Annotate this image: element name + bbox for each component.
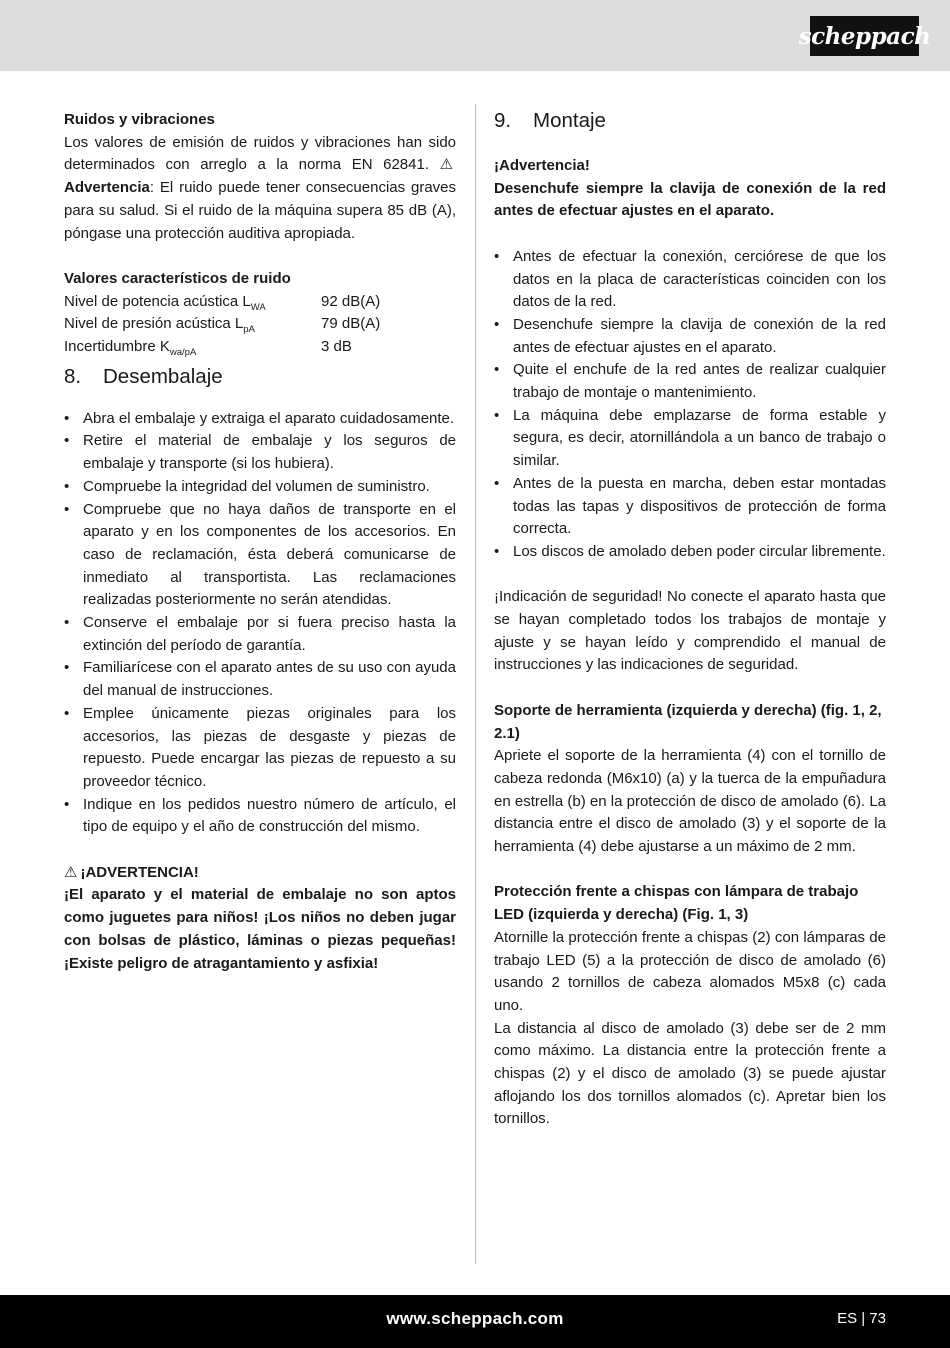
- noise-values-heading: Valores característicos de ruido: [64, 269, 291, 287]
- value-label: Nivel de presión acústica $L_{pA}$: [64, 315, 255, 336]
- list-item: • Antes de efectuar la conexión, cerciórese de que los datos en la placa de características coinciden con los datos de la red.: [494, 246, 886, 314]
- section-title: Desembalaje: [103, 364, 223, 388]
- list-item: • Compruebe la integridad del volumen de suministro.: [64, 476, 456, 499]
- spark-guard-text-1: Atornille la protección frente a chispas (2) con lámparas de trabajo LED (5) a la protección de disco de amolado (6) usando 2 tornillos de cabeza alomados M5x8 (c) cada uno.: [494, 928, 886, 1014]
- value-number: 3 dB: [321, 338, 352, 356]
- spark-guard-heading: Protección frente a chispas con lámpara de trabajo LED (izquierda y derecha) (Fig. 1, 3): [494, 883, 859, 924]
- value-number: 92 dB(A): [321, 292, 381, 310]
- advert-text: Desenchufe siempre la clavija de conexión de la red antes de efectuar ajustes en el aparato.: [494, 179, 886, 220]
- list-item: • Retire el material de embalaje y los seguros de embalaje y transporte (si los hubiera).: [64, 430, 456, 475]
- noise-intro: Los valores de emisión de ruidos y vibraciones han sido determinados con arreglo a la norma EN 62841.: [64, 133, 456, 174]
- warning-triangle-icon: ⚠: [64, 863, 78, 881]
- safety-note: ¡Indicación de seguridad! No conecte el aparato hasta que se hayan completado todos los trabajos de montaje y ajuste y se hayan leído y comprendido el manual de instrucciones y las indicaciones de seguridad.: [494, 588, 886, 674]
- warning-text: ¡El aparato y el material de embalaje no son aptos como juguetes para niños! ¡Los niños no deben jugar con bolsas de plástico, láminas o piezas pequeñas! ¡Existe peligro de atragantamiento y asfixia!: [64, 886, 456, 972]
- left-column: [64, 109, 456, 975]
- section-8-heading: [64, 365, 456, 389]
- unpacking-list: [64, 408, 456, 839]
- spark-guard-text-2: La distancia al disco de amolado (3) debe ser de 2 mm como máximo. La distancia entre la protección frente a chispas (2) y el disco de amolado (3) se puede ajustar aflojando los dos tornillos alomados (c). Apretar bien los tornillos.: [494, 1019, 886, 1128]
- noise-values-table: [64, 291, 456, 359]
- website-url: www.scheppach.com: [386, 1309, 564, 1328]
- list-item: • Abra el embalaje y extraiga el aparato cuidadosamente.: [64, 408, 456, 431]
- section-number: 8.: [64, 364, 82, 388]
- list-item: • Compruebe que no haya daños de transporte en el aparato y en los componentes de los accesorios. En caso de reclamación, ésta deberá comunicarse de inmediato al transportista. Las reclamaciones realizadas posteriormente no serán atendidas.: [64, 499, 456, 613]
- list-item: • Antes de la puesta en marcha, deben estar montadas todas las tapas y dispositivos de protección de forma correcta.: [494, 473, 886, 541]
- list-item: • La máquina debe emplazarse de forma estable y segura, es decir, atornillándola a un banco de trabajo o similar.: [494, 405, 886, 473]
- page-header: [0, 0, 950, 71]
- tool-rest-text: Apriete el soporte de la herramienta (4) con el tornillo de cabeza redonda (M6x10) (a) y la tuerca de la empuñadura en estrella (b) en la protección de disco de amolado (6). La distancia entre el disco de amolado (3) y el soporte de la herramienta (4) debe ajustarse a un máximo de 2 mm.: [494, 747, 886, 856]
- value-label: Nivel de potencia acústica $L_{WA}$: [64, 292, 266, 313]
- advert-heading: ¡Advertencia!: [494, 157, 590, 174]
- list-item: • Quite el enchufe de la red antes de realizar cualquier trabajo de montaje o mantenimiento.: [494, 359, 886, 404]
- value-number: 79 dB(A): [321, 315, 381, 333]
- page-number: ES | 73: [837, 1310, 886, 1327]
- noise-heading: Ruidos y vibraciones: [64, 111, 215, 128]
- value-label: Incertidumbre $K_{wa/pA}$: [64, 338, 197, 359]
- list-item: • Emplee únicamente piezas originales para los accesorios, las piezas de desgaste y piezas de repuesto. Puede encargar las piezas de repuesto a su proveedor técnico.: [64, 703, 456, 794]
- warning-heading: ⚠ ¡ADVERTENCIA!: [64, 862, 456, 885]
- noise-warning-text: : El ruido puede tener consecuencias graves para su salud. Si el ruido de la máquina supera 85 dB (A), póngase una protección auditiva apropiada.: [64, 179, 456, 242]
- list-item: • Indique en los pedidos nuestro número de artículo, el tipo de equipo y el año de construcción del mismo.: [64, 794, 456, 839]
- column-divider: [475, 104, 476, 1264]
- section-9-heading: [494, 109, 886, 133]
- list-item: • Desenchufe siempre la clavija de conexión de la red antes de efectuar ajustes en el aparato.: [494, 314, 886, 359]
- assembly-list: [494, 246, 886, 564]
- noise-paragraph: [64, 132, 456, 246]
- list-item: • Los discos de amolado deben poder circular libremente.: [494, 541, 886, 564]
- page-footer: [0, 1295, 950, 1348]
- list-item: • Familiarícese con el aparato antes de su uso con ayuda del manual de instrucciones.: [64, 657, 456, 702]
- list-item: • Conserve el embalaje por si fuera preciso hasta la extinción del período de garantía.: [64, 612, 456, 657]
- noise-warning-label: Advertencia: [64, 179, 150, 197]
- section-number: 9.: [494, 109, 512, 132]
- tool-rest-heading: Soporte de herramienta (izquierda y derecha) (fig. 1, 2, 2.1): [494, 701, 882, 742]
- section-title: Montaje: [533, 109, 606, 132]
- brand-logo: scheppach: [810, 16, 919, 56]
- right-column: [494, 109, 886, 1131]
- warning-triangle-icon: ⚠: [439, 156, 454, 174]
